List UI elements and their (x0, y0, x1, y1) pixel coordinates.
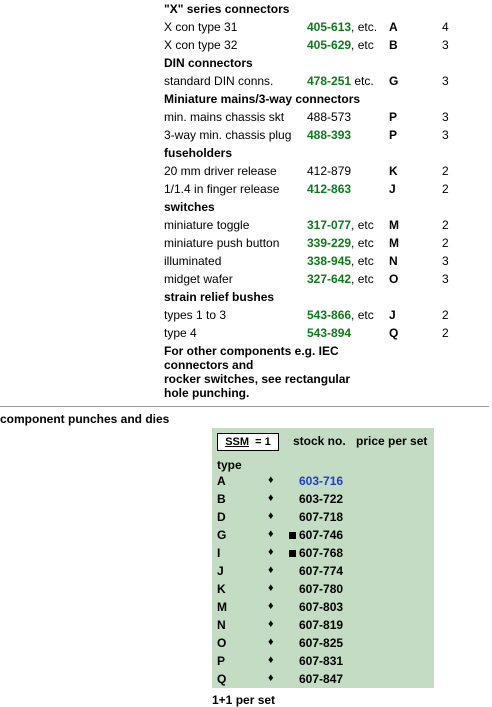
punch-type: O (389, 272, 399, 286)
connector-row (0, 216, 492, 234)
connector-stock (307, 182, 351, 196)
connector-desc: type 4 (164, 326, 197, 340)
stock-number: 607-825 (299, 636, 344, 650)
section-heading: DIN connectors (164, 56, 253, 70)
punch-type: P (389, 110, 398, 124)
stock-code: 327-642 (307, 272, 352, 286)
connector-desc: X con type 32 (164, 38, 238, 52)
connector-row (0, 162, 492, 180)
stock-number: 607-819 (299, 618, 344, 632)
ssm-value: = 1 (255, 436, 271, 448)
stock-code: 478-251 (307, 74, 352, 88)
connector-stock (307, 272, 374, 286)
diamond-icon: ♦ (268, 618, 274, 630)
table-row (212, 562, 434, 580)
stock-code: 543-866 (307, 308, 352, 322)
table-row (212, 490, 434, 508)
punch-type: J (389, 308, 396, 322)
stock-number: 607-831 (299, 654, 344, 668)
connector-stock (307, 128, 351, 142)
stock-suffix: , etc (351, 218, 374, 232)
connector-desc: 20 mm driver release (164, 164, 277, 178)
stock-code: 405-629 (307, 38, 352, 52)
note-line: hole punching. (164, 386, 250, 400)
ssm-label: SSM (225, 436, 250, 448)
punch-type: B (389, 38, 398, 52)
connector-row (0, 72, 492, 90)
col-type-header: type (217, 458, 242, 472)
stock-number: 607-780 (299, 582, 344, 596)
connector-stock (307, 236, 374, 250)
stock-code: 338-945 (307, 254, 352, 268)
section-title: component punches and dies (0, 412, 170, 426)
connector-desc: illuminated (164, 254, 222, 268)
diamond-icon: ♦ (268, 654, 274, 666)
quantity: 2 (442, 308, 449, 322)
connector-desc: 1/1.4 in finger release (164, 182, 280, 196)
connector-row (0, 108, 492, 126)
connector-row (0, 36, 492, 54)
table-row (212, 652, 434, 670)
quantity: 3 (442, 38, 449, 52)
connector-row (0, 324, 492, 342)
stock-code: 412-879 (307, 164, 352, 178)
stock-suffix: , etc (351, 308, 374, 322)
table-row (212, 616, 434, 634)
quantity: 4 (442, 20, 449, 34)
diamond-icon: ♦ (268, 492, 274, 504)
quantity: 2 (442, 182, 449, 196)
stock-code: 405-613 (307, 20, 352, 34)
table-row (212, 634, 434, 652)
stock-number: 603-722 (299, 492, 344, 506)
stock-code: 488-393 (307, 128, 352, 142)
stock-code: 317-077 (307, 218, 352, 232)
stock-number: 607-746 (299, 528, 344, 542)
stock-number: 607-774 (299, 564, 344, 578)
punch-type: Q (389, 326, 399, 340)
note-line: rocker switches, see rectangular (164, 372, 351, 386)
stock-number: 607-847 (299, 672, 344, 686)
punch-type: J (389, 182, 396, 196)
connector-stock (307, 308, 374, 322)
diamond-icon: ♦ (268, 510, 274, 522)
stock-suffix: , etc (351, 254, 374, 268)
col-stock-header: stock no. (293, 434, 346, 448)
row-type: J (217, 564, 224, 578)
connector-stock (307, 74, 374, 88)
diamond-icon: ♦ (268, 636, 274, 648)
table-row (212, 670, 434, 688)
connector-desc: standard DIN conns. (164, 74, 274, 88)
quantity: 3 (442, 110, 449, 124)
quantity: 2 (442, 326, 449, 340)
note-line: For other components e.g. IEC (164, 344, 339, 358)
note-line: connectors and (164, 358, 254, 372)
row-type: D (217, 510, 226, 524)
row-type: Q (217, 672, 227, 686)
connector-stock (307, 38, 374, 52)
square-icon (289, 550, 296, 557)
connector-desc: min. mains chassis skt (164, 110, 285, 124)
stock-code: 488-573 (307, 110, 352, 124)
quantity: 2 (442, 164, 449, 178)
diamond-icon: ♦ (268, 564, 274, 576)
punch-type: N (389, 254, 398, 268)
connector-row (0, 252, 492, 270)
section-heading: switches (164, 200, 215, 214)
stock-number: 607-768 (299, 546, 344, 560)
diamond-icon: ♦ (268, 672, 274, 684)
punch-type: M (389, 236, 399, 250)
quantity: 3 (442, 128, 449, 142)
diamond-icon: ♦ (268, 546, 274, 558)
row-type: O (217, 636, 227, 650)
stock-suffix: , etc (351, 38, 374, 52)
stock-number: 607-803 (299, 600, 344, 614)
connector-stock (307, 218, 374, 232)
connector-stock (307, 164, 351, 178)
row-type: M (217, 600, 227, 614)
punch-type: K (389, 164, 398, 178)
table-row (212, 598, 434, 616)
row-type: P (217, 654, 226, 668)
stock-suffix: , etc (351, 272, 374, 286)
connector-row (0, 126, 492, 144)
stock-code: 339-229 (307, 236, 352, 250)
connector-stock (307, 110, 351, 124)
stock-suffix: , etc. (351, 20, 378, 34)
connector-desc: 3-way min. chassis plug (164, 128, 292, 142)
row-type: A (217, 474, 226, 488)
punch-type: A (389, 20, 398, 34)
quantity: 3 (442, 254, 449, 268)
connector-desc: types 1 to 3 (164, 308, 227, 322)
table-row (212, 508, 434, 526)
quantity: 2 (442, 236, 449, 250)
section-heading: Miniature mains/3-way connectors (164, 92, 361, 106)
connector-row (0, 270, 492, 288)
stock-number: 607-718 (299, 510, 344, 524)
row-type: I (217, 546, 221, 560)
punch-type: M (389, 218, 399, 232)
square-icon (289, 532, 296, 539)
diamond-icon: ♦ (268, 600, 274, 612)
connector-desc: midget wafer (164, 272, 233, 286)
punch-type: P (389, 128, 398, 142)
stock-number[interactable]: 603-716 (299, 474, 344, 488)
stock-suffix: etc. (351, 74, 374, 88)
connector-desc: miniature push button (164, 236, 280, 250)
diamond-icon: ♦ (268, 528, 274, 540)
col-price-header: price per set (356, 434, 428, 448)
connector-row (0, 306, 492, 324)
quantity: 3 (442, 272, 449, 286)
stock-code: 412-863 (307, 182, 352, 196)
connector-desc: X con type 31 (164, 20, 238, 34)
row-type: B (217, 492, 226, 506)
stock-suffix: , etc (351, 236, 374, 250)
row-type: G (217, 528, 227, 542)
diamond-icon: ♦ (268, 582, 274, 594)
ssm-box (217, 433, 279, 451)
quantity: 3 (442, 74, 449, 88)
row-type: K (217, 582, 226, 596)
connector-stock (307, 254, 374, 268)
table-row (212, 472, 434, 490)
table-row (212, 526, 434, 544)
connector-stock (307, 20, 377, 34)
connector-row (0, 18, 492, 36)
section-heading: fuseholders (164, 146, 233, 160)
quantity: 2 (442, 218, 449, 232)
table-footer: 1+1 per set (212, 693, 276, 707)
punch-type: G (389, 74, 399, 88)
diamond-icon: ♦ (268, 474, 274, 486)
section-heading: strain relief bushes (164, 290, 275, 304)
table-row (212, 544, 434, 562)
connector-desc: miniature toggle (164, 218, 250, 232)
section-heading: "X" series connectors (164, 2, 290, 16)
table-row (212, 580, 434, 598)
row-type: N (217, 618, 226, 632)
connector-stock (307, 326, 351, 340)
section-divider (0, 406, 489, 407)
stock-code: 543-894 (307, 326, 352, 340)
connector-row (0, 180, 492, 198)
connector-row (0, 234, 492, 252)
